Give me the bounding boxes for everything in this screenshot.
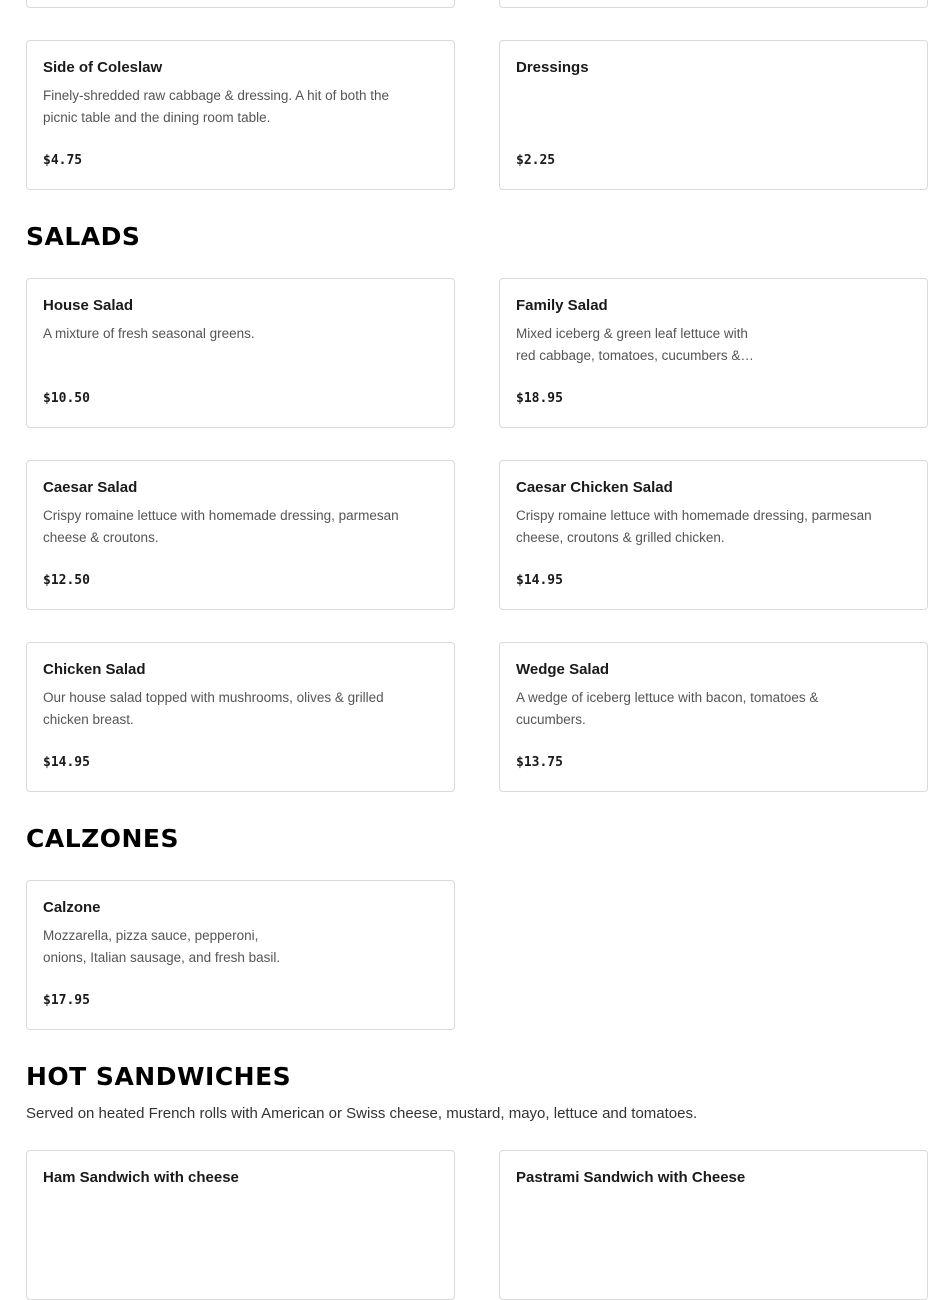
item-name: Chicken Salad xyxy=(43,661,146,678)
item-description: Mozzarella, pizza sauce, pepperoni, onions, Italian sausage, and fresh basil. xyxy=(43,928,281,965)
menu-item-card[interactable] xyxy=(499,1150,928,1300)
menu-item-card[interactable] xyxy=(499,642,928,792)
item-price: $4.75 xyxy=(43,153,83,168)
item-price: $17.95 xyxy=(43,993,90,1008)
item-name: Family Salad xyxy=(516,297,608,314)
item-name: Pastrami Sandwich with Cheese xyxy=(516,1169,746,1186)
item-price: $2.25 xyxy=(516,153,556,168)
menu-item-card[interactable] xyxy=(26,0,455,8)
item-name: House Salad xyxy=(43,297,134,314)
item-description: A wedge of iceberg lettuce with bacon, tomatoes & cucumbers. xyxy=(516,690,819,727)
menu-item-card[interactable] xyxy=(499,40,928,190)
menu-item-card[interactable] xyxy=(26,880,455,1030)
item-price: $18.95 xyxy=(516,391,563,406)
section-title-hot-sandwiches: HOT SANDWICHES xyxy=(26,1062,292,1091)
item-name: Caesar Chicken Salad xyxy=(516,479,673,496)
menu-item-card[interactable] xyxy=(26,460,455,610)
menu-item-card[interactable] xyxy=(499,460,928,610)
item-name: Wedge Salad xyxy=(516,661,610,678)
item-price: $13.75 xyxy=(516,755,563,770)
section-description: Served on heated French rolls with American or Swiss cheese, mustard, mayo, lettuce and tomatoes. xyxy=(26,1105,698,1122)
menu-item-card[interactable] xyxy=(499,0,928,8)
item-name: Dressings xyxy=(516,59,589,76)
item-description: Our house salad topped with mushrooms, olives & grilled chicken breast. xyxy=(43,690,384,727)
item-name: Caesar Salad xyxy=(43,479,138,496)
menu-item-card[interactable] xyxy=(26,278,455,428)
menu-item-card[interactable] xyxy=(26,642,455,792)
menu-item-card[interactable] xyxy=(26,1150,455,1300)
menu-item-card[interactable] xyxy=(499,278,928,428)
item-name: Ham Sandwich with cheese xyxy=(43,1169,239,1186)
item-description: Finely-shredded raw cabbage & dressing. A hit of both the picnic table and the dining room table. xyxy=(43,88,389,125)
item-description: Crispy romaine lettuce with homemade dressing, parmesan cheese, croutons & grilled chicken. xyxy=(516,508,872,545)
item-description: Crispy romaine lettuce with homemade dressing, parmesan cheese & croutons. xyxy=(43,508,399,545)
item-description: Mixed iceberg & green leaf lettuce with red cabbage, tomatoes, cucumbers &… xyxy=(516,326,754,363)
item-price: $12.50 xyxy=(43,573,90,588)
item-price: $14.95 xyxy=(516,573,563,588)
menu-item-card[interactable] xyxy=(26,40,455,190)
item-name: Calzone xyxy=(43,899,101,916)
item-description: A mixture of fresh seasonal greens. xyxy=(43,326,255,341)
item-price: $14.95 xyxy=(43,755,90,770)
item-price: $10.50 xyxy=(43,391,90,406)
item-name: Side of Coleslaw xyxy=(43,59,163,76)
section-title-salads: SALADS xyxy=(26,222,141,251)
section-title-calzones: CALZONES xyxy=(26,824,180,853)
